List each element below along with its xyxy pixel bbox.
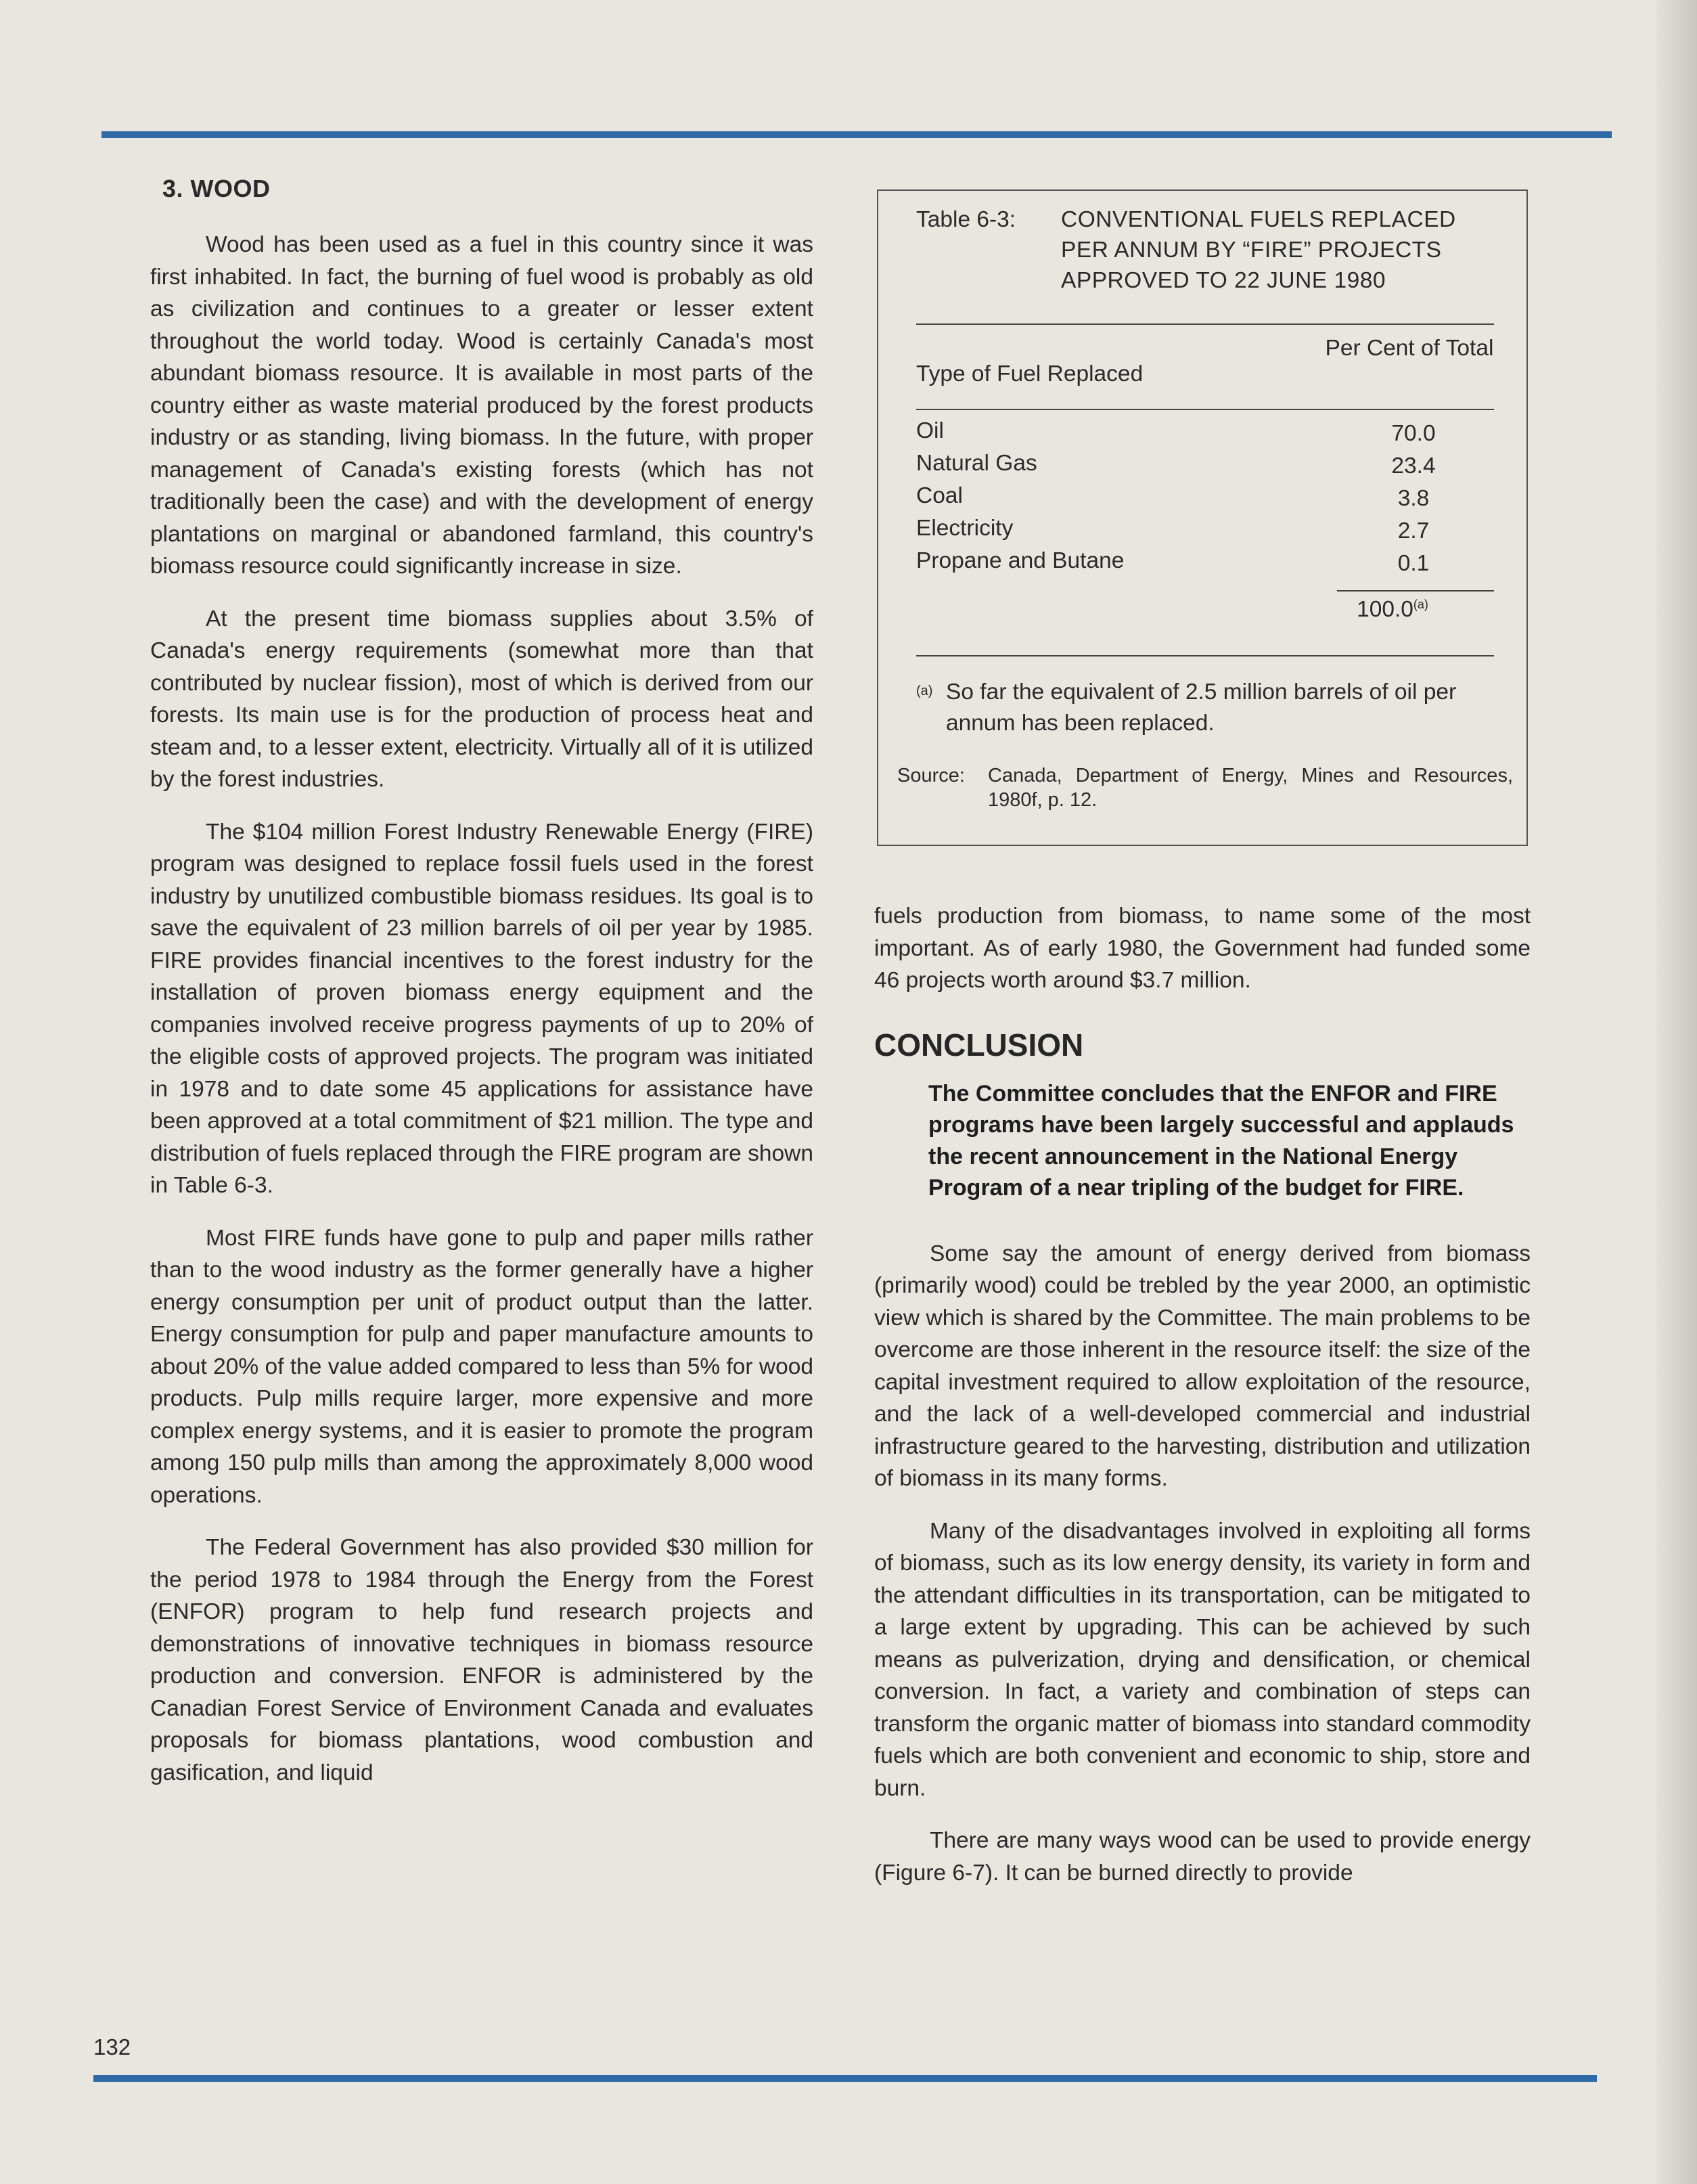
fuel-label: Propane and Butane [916,548,1125,573]
table-footnote [916,677,1494,739]
footnote-text: So far the equivalent of 2.5 million barrels of oil per annum has been replaced. [946,679,1457,736]
paragraph: There are many ways wood can be used to provide energy (Figure 6-7). It can be burned directly to provide [874,1828,1531,1886]
fuel-label: Oil [916,418,944,443]
fuel-percent: 70.0 [1391,421,1436,446]
table-divider [916,324,1494,325]
table-source [897,763,1513,812]
paragraph: Many of the disadvantages involved in exploiting all forms of biomass, such as its low energy density, its variety in form and the attendant difficulties in its transportation, can be mitigated to a large extent by upgrading. This can be achieved by such means as pulverization, drying and densification, or chemical conversion. In fact, a variety and combination of steps can transform the organic matter of biomass into standard commodity fuels which are both convenient and economic to ship, store and burn. [874,1518,1531,1801]
paragraph: Most FIRE funds have gone to pulp and paper mills rather than to the wood industry as the former generally have a higher energy consumption per unit of product output than the latter. Energy consumption for pulp and paper manufacture amounts to about 20% of the value added compared to less than 5% for wood products. Pulp mills require larger, more expensive and more complex energy systems, and it is easier to promote the program among 150 pulp mills than among the approximately 8,000 wood operations. [150,1225,813,1508]
table-total [1291,597,1494,623]
footnote-mark: (a) [916,684,933,698]
fuel-label: Natural Gas [916,451,1037,476]
paragraph: fuels production from biomass, to name some of the most important. As of early 1980, the Government had funded some 46 projects worth around $3.7 million. [874,904,1531,993]
paragraph: The $104 million Forest Industry Renewable Energy (FIRE) program was designed to replace fossil fuels used in the forest industry by unutilized combustible biomass residues. Its goal is to save the equivalent of 23 million barrels of oil per year by 1985. FIRE provides financial incentives to the forest industry for the installation of proven biomass energy equipment and the companies involved receive progress payments of up to 20% of the eligible costs of approved projects. The program was initiated in 1978 and to date some 45 applications for assistance have been approved at a total commitment of $21 million. The type and distribution of fuels replaced through the FIRE program are shown in Table 6-3. [150,819,813,1198]
fuel-percent: 2.7 [1397,518,1430,543]
fuel-percent: 0.1 [1397,551,1430,576]
table-title: CONVENTIONAL FUELS REPLACED PER ANNUM BY “FIRE” PROJECTS APPROVED TO 22 JUNE 1980 [1061,207,1456,293]
table-row [916,516,1494,548]
paragraph: The Federal Government has also provided $30 million for the period 1978 to 1984 through the Energy from the Forest (ENFOR) program to help fund research projects and demonstrations of innovative techniques in biomass resource production and conversion. ENFOR is administered by the Canadian Forest Service of Environment Canada and evaluates proposals for biomass plantations, wood combustion and gasification, and liquid [150,1535,813,1785]
top-rule [101,131,1612,138]
right-column [874,900,1531,1909]
source-text: Canada, Department of Energy, Mines and Resources, 1980f, p. 12. [988,765,1513,811]
table-row [916,548,1494,581]
total-footnote-mark: (a) [1413,597,1428,611]
table-row [916,418,1494,451]
section-heading-wood: 3. WOOD [162,175,271,202]
conclusion-statement: The Committee concludes that the ENFOR and FIRE programs have been largely successful and applauds the recent announcement in the National Energy Program of a near tripling of the budget for FIRE. [928,1080,1514,1201]
fuel-percent: 23.4 [1391,453,1436,478]
column-header-percent: Per Cent of Total [1325,336,1494,361]
page-edge-shadow [1656,0,1697,2184]
table-divider [916,655,1494,656]
fuel-label: Electricity [916,516,1014,541]
page-number: 132 [93,2034,131,2059]
table-6-3 [877,190,1528,846]
total-rule [1337,590,1494,592]
column-header-type: Type of Fuel Replaced [916,361,1144,386]
table-row [916,483,1494,516]
table-row [916,451,1494,483]
left-column [150,175,813,1809]
table-number: Table 6-3: [916,207,1016,232]
source-label: Source: [897,765,965,786]
total-value: 100.0 [1357,597,1413,622]
table-divider [916,409,1494,410]
conclusion-heading: CONCLUSION [874,1027,1084,1063]
fuel-percent: 3.8 [1397,486,1430,511]
bottom-rule [93,2075,1597,2082]
fuel-label: Coal [916,483,963,508]
paragraph: Wood has been used as a fuel in this country since it was first inhabited. In fact, the burning of fuel wood is probably as old as civilization and continues to a greater or lesser extent throughout the world today. Wood is certainly Canada's most abundant biomass resource. It is available in most parts of the country either as waste material produced by the forest products industry or as standing, living biomass. In the future, with proper management of Canada's existing forests (which has not traditionally been the case) and with the development of energy plantations on marginal or abandoned farmland, this country's biomass resource could significantly increase in size. [150,232,813,579]
paragraph: Some say the amount of energy derived from biomass (primarily wood) could be trebled by the year 2000, an optimistic view which is shared by the Committee. The main problems to be overcome are those inherent in the resource itself: the size of the capital investment required to allow exploitation of the resource, and the lack of a well-developed commercial and industrial infrastructure geared to the harvesting, distribution and utilization of biomass in its many forms. [874,1241,1531,1491]
paragraph: At the present time biomass supplies about 3.5% of Canada's energy requirements (somewhat more than that contributed by nuclear fission), most of which is derived from our forests. Its main use is for the production of process heat and steam and, to a lesser extent, electricity. Virtually all of it is utilized by the forest industries. [150,606,813,792]
